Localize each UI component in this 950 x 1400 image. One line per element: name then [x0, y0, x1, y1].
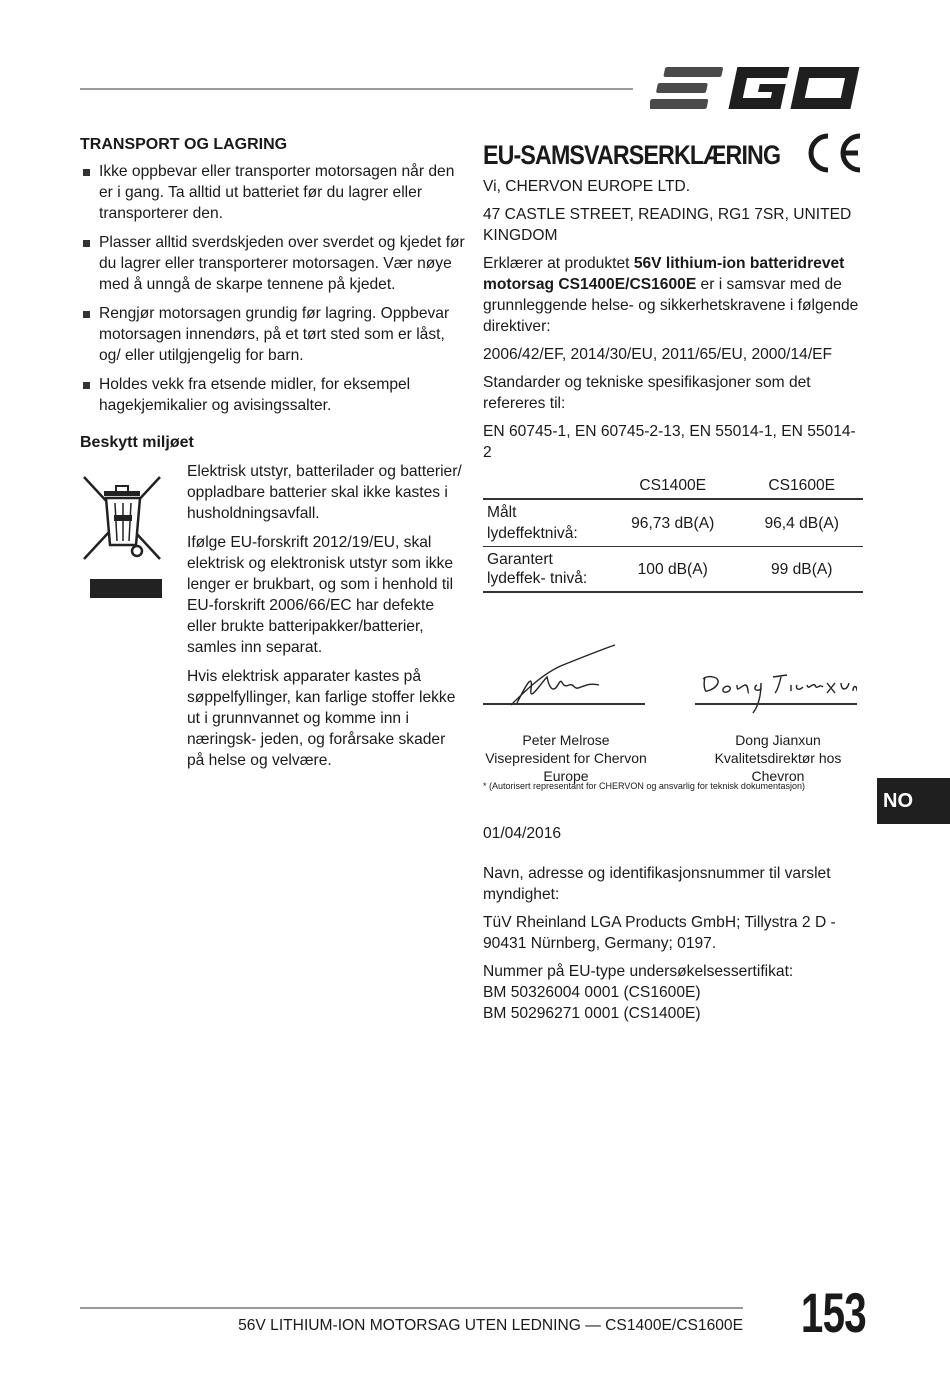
directives-line: 2006/42/EF, 2014/30/EU, 2011/65/EU, 2000/14/EF — [483, 346, 833, 363]
notified-intro: Navn, adresse og identifikasjonsnummer til varslet myndighet: — [483, 865, 831, 903]
declaration-date: 01/04/2016 — [483, 825, 562, 842]
table-header: CS1400E — [639, 477, 707, 494]
table-header: CS1600E — [768, 477, 836, 494]
ego-logo — [650, 64, 862, 112]
env-paragraph: Hvis elektrisk apparater kastes på søppelfyllinger, kan farlige stoffer lekke ut i grunnvannet og komme inn i næringsk- jeden, og forårsake skader på helse og velvære. — [187, 668, 456, 769]
standards-line: EN 60745-1, EN 60745-2-13, EN 55014-1, EN 55014-2 — [483, 423, 856, 461]
certificate-block — [483, 961, 863, 1024]
footer-title: 56V LITHIUM-ION MOTORSAG UTEN LEDNING — CS1400E/CS1600E — [238, 1317, 743, 1334]
transport-list — [80, 161, 465, 416]
certificate-number: BM 50296271 0001 (CS1400E) — [483, 1005, 701, 1022]
list-item: Holdes vekk fra etsende midler, for eksempel hagekjemikalier og avisingssalter. — [80, 374, 465, 416]
signatory-role: Kvalitetsdirektør hos Chevron — [714, 750, 842, 784]
list-item: Ikke oppbevar eller transporter motorsagen når den er i gang. Ta alltid ut batteriet før du lagrer eller transporterer den. — [80, 161, 465, 224]
crossed-out-wheelie-bin-icon — [80, 471, 164, 565]
signatory-name: Dong Jianxun — [735, 732, 821, 748]
signatory-role: Visepresident for Chervon Europe — [485, 750, 647, 784]
company-line: Vi, CHERVON EUROPE LTD. — [483, 178, 691, 195]
table-row — [483, 499, 863, 547]
certificate-number: BM 50326004 0001 (CS1600E) — [483, 984, 701, 1001]
table-header — [483, 473, 605, 499]
notified-body: TüV Rheinland LGA Products GmbH; Tillystra 2 D - 90431 Nürnberg, Germany; 0197. — [483, 914, 836, 952]
certificate-intro: Nummer på EU-type undersøkelsessertifikat: — [483, 963, 794, 980]
declaration-title: EU-SAMSVARSERKLÆRING — [483, 140, 781, 170]
table-cell: 99 dB(A) — [740, 547, 863, 593]
top-rule — [80, 88, 633, 90]
environment-section — [80, 461, 465, 771]
signature-dong-jianxun — [697, 671, 857, 721]
table-cell: 100 dB(A) — [605, 547, 740, 593]
list-item: Rengjør motorsagen grundig før lagring. Oppbevar motorsagen innendørs, på et tørt sted som er låst, og/ eller utilgjengelig for barn. — [80, 303, 465, 366]
signature-line — [695, 703, 857, 705]
declare-prefix: Erklærer at produktet — [483, 255, 634, 272]
address-line: 47 CASTLE STREET, READING, RG1 7SR, UNITED KINGDOM — [483, 206, 852, 244]
signature-line — [483, 703, 645, 705]
footnote: * (Autorisert representant for CHERVON og ansvarlig for teknisk dokumentasjon) — [483, 781, 805, 791]
environment-heading: Beskytt miljøet — [80, 434, 194, 451]
table-row — [483, 547, 863, 593]
transport-heading: TRANSPORT OG LAGRING — [80, 136, 288, 153]
sound-level-table — [483, 473, 863, 593]
signatory-name: Peter Melrose — [522, 732, 610, 748]
env-paragraph: Elektrisk utstyr, batterilader og batterier/ oppladbare batterier skal ikke kastes i husholdningsavfall. — [187, 463, 462, 522]
table-cell: Garantert lydeffek- tnivå: — [483, 547, 605, 593]
declare-suffix: er i samsvar med de grunnleggende helse- og sikkerhetskravene i følgende direktiver: — [483, 276, 859, 335]
list-item: Plasser alltid sverdskjeden over sverdet og kjedet før du lagrer eller transporterer motorsagen. Vær nøye med å unngå de skarpe tennene på kjedet. — [80, 232, 465, 295]
standards-intro: Standarder og tekniske spesifikasjoner som det refereres til: — [483, 374, 811, 412]
page-number: 153 — [800, 1281, 866, 1344]
env-paragraph: Ifølge EU-forskrift 2012/19/EU, skal elektrisk og elektronisk utstyr som ikke lenger er brukbart, og som i henhold til EU-forskrift 2006/66/EC har defekte eller brukte batteripakker/batterier, samles inn separat. — [187, 534, 454, 656]
declaration-paragraph — [483, 253, 863, 337]
environment-text — [187, 461, 465, 771]
separate-collection-bar — [90, 579, 162, 598]
table-cell: Målt lydeffektnivå: — [483, 499, 605, 547]
table-cell: 96,73 dB(A) — [605, 499, 740, 547]
right-column — [483, 140, 863, 1024]
product-name: 56V lithium-ion batteridrevet motorsag CS1400E/CS1600E — [483, 255, 845, 293]
bottom-rule — [80, 1307, 743, 1309]
signature-area — [483, 643, 863, 833]
left-column — [80, 134, 465, 779]
table-cell: 96,4 dB(A) — [740, 499, 863, 547]
language-tab: NO — [877, 778, 950, 824]
